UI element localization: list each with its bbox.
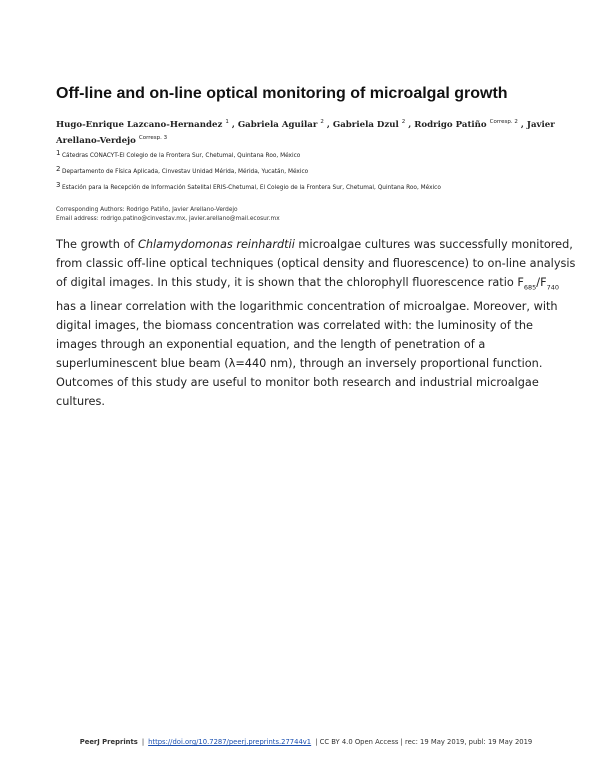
journal-name: PeerJ Preprints [79, 738, 138, 746]
affiliation-number: 1 [56, 149, 61, 157]
affiliation-item [56, 151, 556, 161]
abstract-text: has a linear correlation with the logarithmic concentration of microalgae. Moreover, with digital images, the biomass concentration was correlated with: the luminosity of the images through an exponential equation, and the length of penetration of a superluminescent blue beam (λ=440 nm), through an inversely proportional function. Outcomes of this study are useful to monitor both research and industrial microalgae cultures. [56, 300, 558, 409]
ratio-symbol: /F [536, 276, 547, 289]
author-list: Hugo-Enrique Lazcano-Hernandez $^1$ , Gabriela Aguilar $^2$ , Gabriela Dzul $^2$ , Rodrigo Patiño $^{Corresp. 2}$ , Javier Arellano-Verdejo $^{Corresp. 3}$ [56, 119, 555, 146]
abstract [56, 235, 576, 411]
author-name: Hugo-Enrique Lazcano-Hernandez [56, 120, 223, 130]
email-addresses: Email address: rodrigo.patino@cinvestav.mx, javier.arellano@mail.ecosur.mx [56, 215, 280, 222]
preprint-footer [56, 738, 556, 746]
author-name: Gabriela Dzul [332, 120, 399, 130]
author-name: Javier Arellano-Verdejo [56, 120, 555, 146]
abstract-text: microalgae cultures was successfully monitored, from classic off-line optical techniques (optical density and fluorescence) to on-line analysis of digital images. In this study, it is shown that the chlorophyll fluorescence ratio [56, 238, 576, 289]
author-name: Gabriela Aguilar [237, 120, 318, 130]
paper-title: Off-line and on-line optical monitoring of microalgal growth [56, 85, 508, 102]
affiliation-text: Estación para la Recepción de Información Satelital ERIS-Chetumal, El Colegio de la Frontera Sur, Chetumal, Quintana Roo, México [62, 185, 441, 191]
author-affiliation-marker: Corresp. 2 [489, 119, 518, 125]
corresponding-info [56, 206, 556, 224]
ratio-subscript: 740 [546, 283, 560, 292]
author-affiliation-marker: 2 [320, 119, 324, 125]
author-name: Rodrigo Patiño [414, 120, 487, 130]
corresponding-authors: Corresponding Authors: Rodrigo Patiño, Javier Arellano-Verdejo [56, 207, 238, 213]
author-affiliation-marker: 2 [401, 119, 406, 125]
abstract-text: The growth of [56, 238, 138, 251]
affiliation-item [56, 183, 556, 193]
author-affiliation-marker: Corresp. 3 [138, 135, 168, 141]
footer-separator: | [141, 738, 145, 746]
author-affiliation-marker: 1 [225, 119, 229, 125]
affiliation-text: Cátedras CONACYT-El Colegio de la Frontera Sur, Chetumal, Quintana Roo, México [62, 153, 301, 159]
ratio-subscript: 685 [523, 283, 537, 292]
abstract-paragraph [56, 235, 576, 411]
species-name: Chlamydomonas reinhardtii [137, 238, 295, 251]
ratio-symbol: F [517, 276, 524, 289]
affiliation-text: Departamento de Física Aplicada, Cinvestav Unidad Mérida, Mérida, Yucatán, México [62, 169, 309, 175]
affiliation-number: 3 [56, 181, 61, 189]
footer-license-dates: | CC BY 4.0 Open Access | rec: 19 May 2019, publ: 19 May 2019 [315, 738, 533, 746]
affiliation-list [56, 151, 556, 199]
affiliation-item [56, 167, 556, 177]
doi-link[interactable]: https://doi.org/10.7287/peerj.preprints.27744v1 [148, 738, 312, 746]
affiliation-number: 2 [56, 165, 61, 173]
